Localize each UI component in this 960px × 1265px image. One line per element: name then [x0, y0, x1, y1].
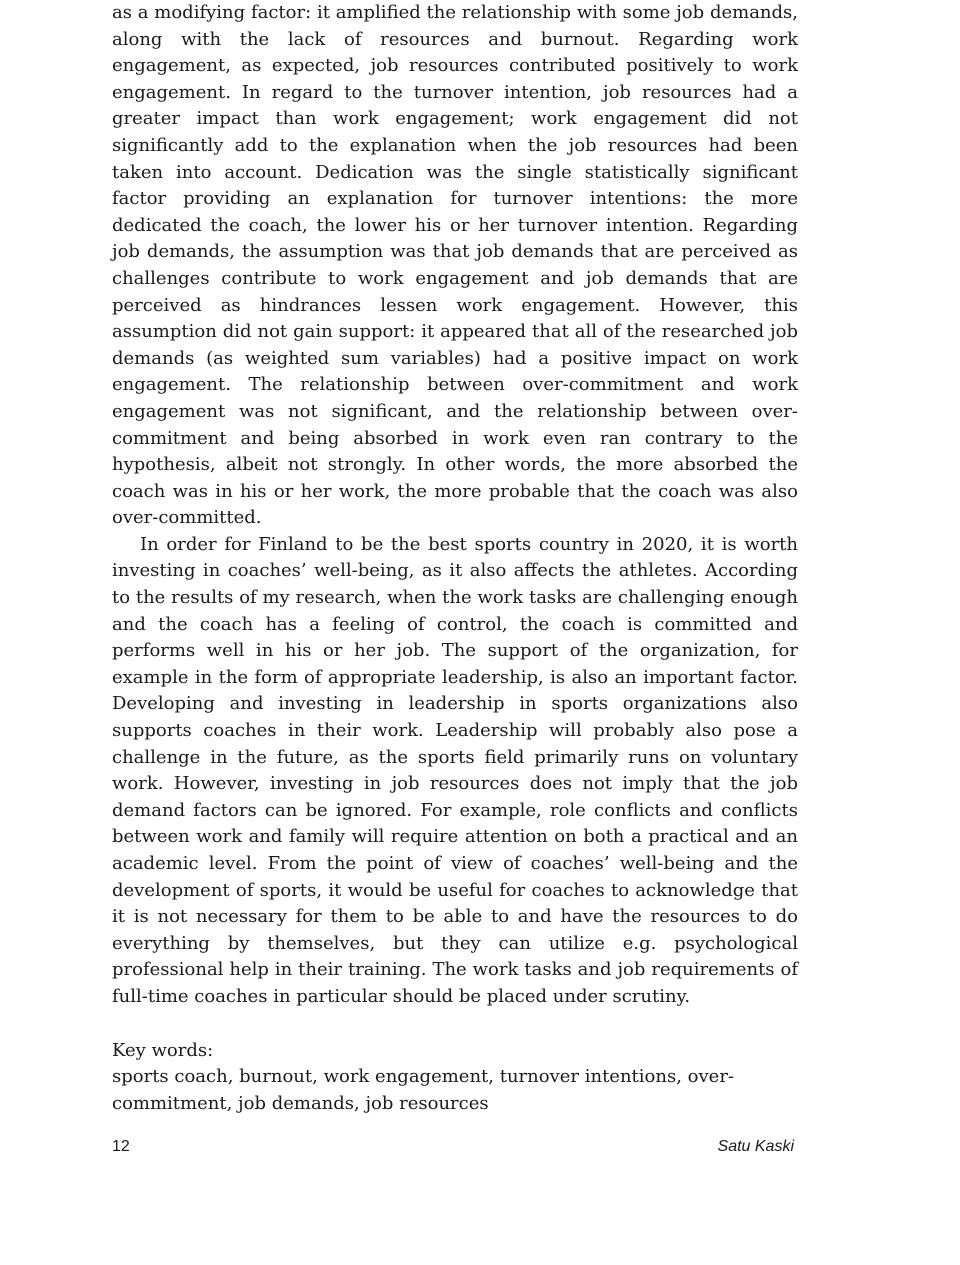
main-text: [112, 0, 798, 1117]
keywords-section: [112, 1038, 798, 1118]
keywords-list: sports coach, burnout, work engagement, turnover intentions, over-commitment, job demands, job resources: [112, 1066, 735, 1114]
paragraph-continued: as a modifying factor: it amplified the relationship with some job demands, along with the lack of resources and burnout. Regarding work engagement, as expected, job resources contributed positively to work engagement. In regard to the turnover intention, job resources had a greater impact than work engagement; work engagement did not significantly add to the explanation when the job resources had been taken into account. Dedication was the single statistically significant factor providing an explanation for turnover intentions: the more dedicated the coach, the lower his or her turnover intention. Regarding job demands, the assumption was that job demands that are perceived as challenges contribute to work engagement and job demands that are perceived as hindrances lessen work engagement. However, this assumption did not gain support: it appeared that all of the researched job demands (as weighted sum variables) had a positive impact on work engagement. The relationship between over-commitment and work engagement was not significant, and the relationship between over-commitment and being absorbed in work even ran contrary to the hypothesis, albeit not strongly. In other words, the more absorbed the coach was in his or her work, the more probable that the coach was also over-committed.: [112, 2, 798, 529]
paragraph-finland: In order for Finland to be the best sports country in 2020, it is worth investing in coaches’ well-being, as it also affects the athletes. According to the results of my research, when the work tasks are challenging enough and the coach has a feeling of control, the coach is committed and performs well in his or her job. The support of the organization, for example in the form of appropriate leadership, is also an important factor. Developing and investing in leadership in sports organizations also supports coaches in their work. Leadership will probably also pose a challenge in the future, as the sports field primarily runs on voluntary work. However, investing in job resources does not imply that the job demand factors can be ignored. For example, role conflicts and conflicts between work and family will require attention on both a practical and an academic level. From the point of view of coaches’ well-being and the development of sports, it would be useful for coaches to acknowledge that it is not necessary for them to be able to and have the resources to do everything by themselves, but they can utilize e.g. psychological professional help in their training. The work tasks and job requirements of full-time coaches in particular should be placed under scrutiny.: [112, 533, 798, 1007]
keywords-label: Key words:: [112, 1039, 214, 1061]
footer-author: Satu Kaski: [717, 1138, 794, 1155]
page-number: 12: [112, 1138, 130, 1155]
